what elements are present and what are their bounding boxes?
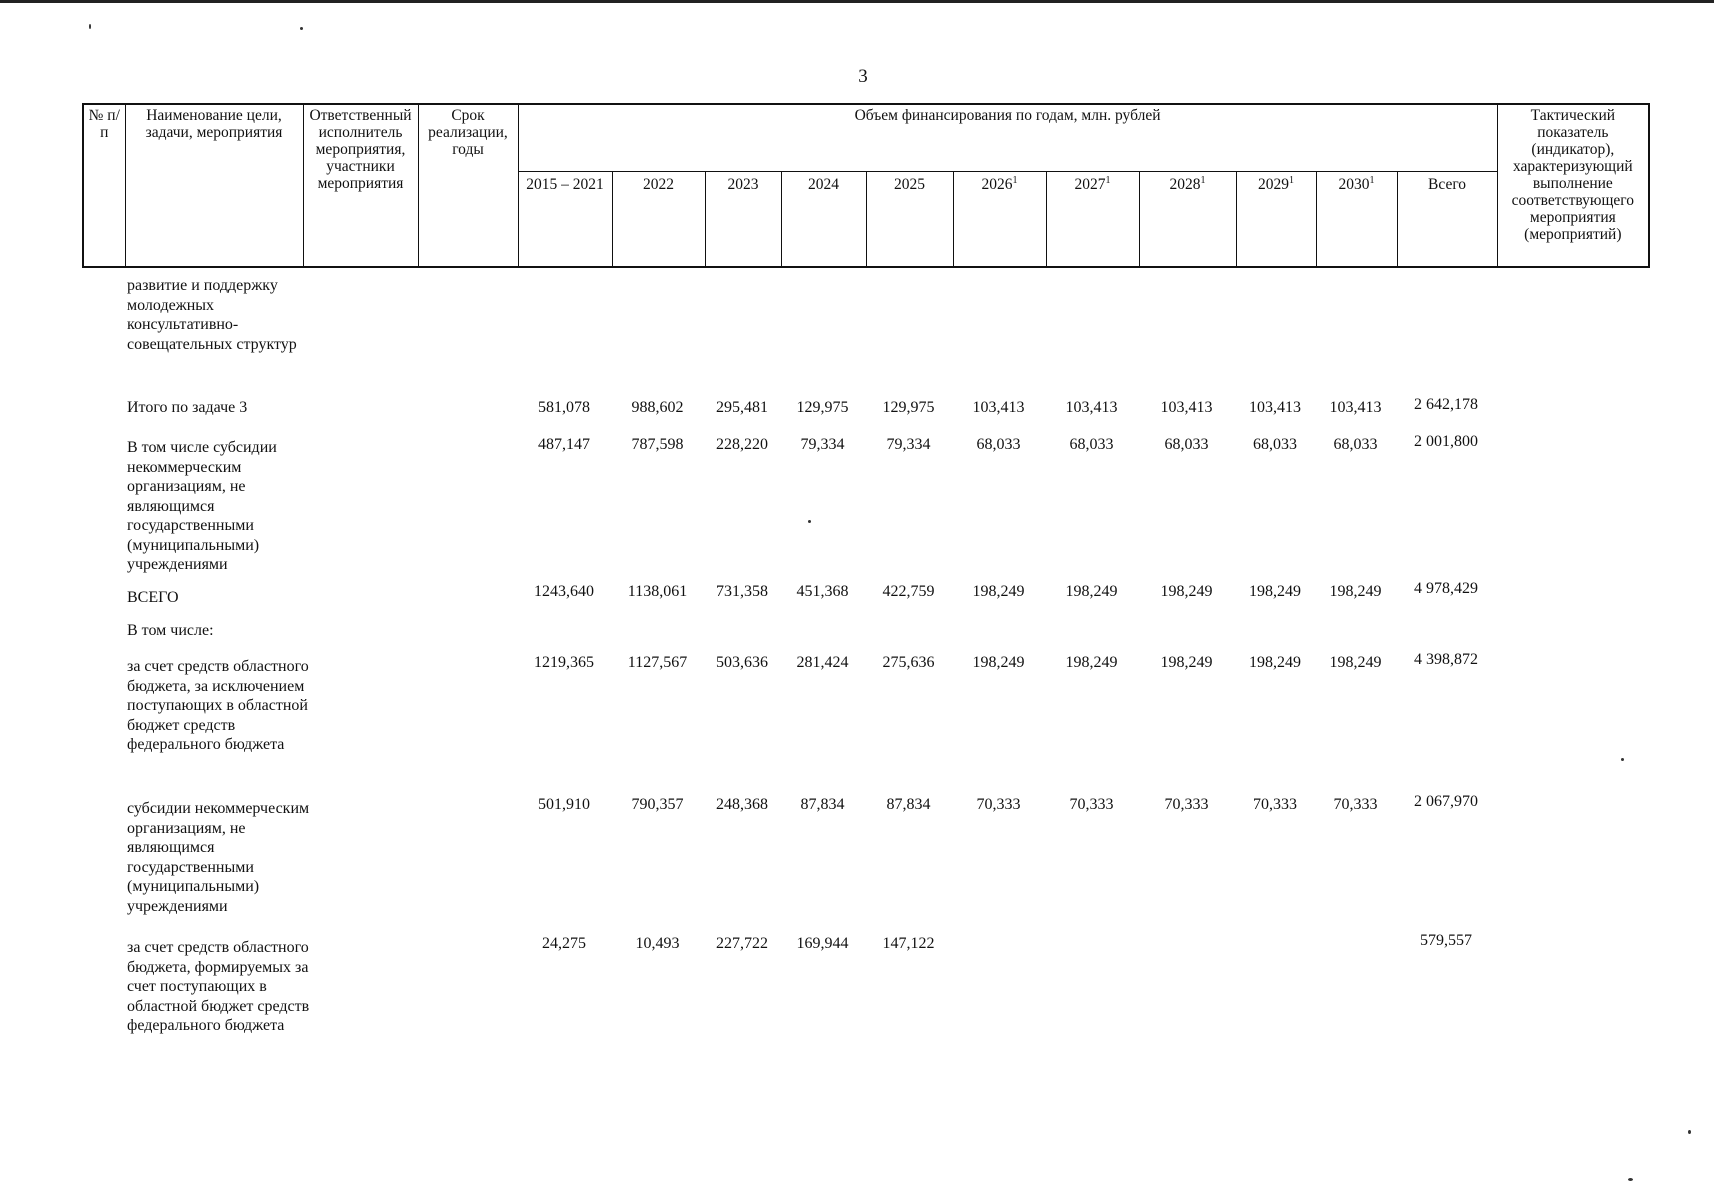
row-value: 70,333 <box>1164 796 1209 813</box>
row-name: субсидии некоммерческим организациям, не являющимся государственными (муниципальными) учреждениями <box>127 800 310 915</box>
row-value: 198,249 <box>1160 654 1213 671</box>
row-indicator <box>1496 657 1648 799</box>
row-value: 1243,640 <box>534 583 594 600</box>
row-value: 422,759 <box>882 583 935 600</box>
row-value: 198,249 <box>1329 583 1382 600</box>
row-value <box>1315 276 1396 398</box>
row-value: 501,910 <box>538 796 590 813</box>
row-total: 2 642,178 <box>1414 396 1478 413</box>
row-indicator <box>1496 621 1648 657</box>
row-value: 198,249 <box>1249 583 1301 600</box>
row-value: 147,122 <box>882 935 935 952</box>
header-name: Наименование цели, задачи, мероприятия <box>125 104 303 267</box>
row-value: 787,598 <box>631 436 684 453</box>
row-total <box>1396 273 1496 395</box>
row-value: 248,368 <box>716 796 768 813</box>
row-name: за счет средств областного бюджета, за исключением поступающих в областной бюджет средств федерального бюджета <box>127 658 309 753</box>
header-year: 2024 <box>781 171 866 267</box>
row-total: 4 398,872 <box>1414 651 1478 668</box>
row-value <box>517 276 611 398</box>
row-value: 87,834 <box>886 796 931 813</box>
row-value: 169,944 <box>796 935 849 952</box>
row-value: 70,333 <box>1333 796 1378 813</box>
scan-speck <box>300 27 303 30</box>
header-term: Срок реализации, годы <box>418 104 518 267</box>
scan-speck <box>89 24 91 29</box>
row-value: 198,249 <box>1160 583 1213 600</box>
row-value: 198,249 <box>1065 583 1118 600</box>
page-top-edge <box>0 0 1714 3</box>
row-value: 988,602 <box>631 399 684 416</box>
header-indicator: Тактический показатель (индикатор), характеризующий выполнение соответствующего мероприятия (мероприятий) <box>1497 104 1649 267</box>
row-name: развитие и поддержку молодежных консультативно-совещательных структур <box>127 277 297 353</box>
page-number: 3 <box>858 66 868 87</box>
row-value: 68,033 <box>976 436 1021 453</box>
row-value: 103,413 <box>1065 399 1118 416</box>
row-value <box>1045 276 1138 398</box>
row-value: 198,249 <box>1249 654 1301 671</box>
row-value: 68,033 <box>1333 436 1378 453</box>
row-indicator <box>1496 799 1648 938</box>
row-value: 70,333 <box>976 796 1021 813</box>
row-indicator <box>1496 588 1648 621</box>
header-funding: Объем финансирования по годам, млн. рублей <box>518 104 1497 171</box>
row-value: 68,033 <box>1164 436 1209 453</box>
row-value: 451,368 <box>796 583 849 600</box>
row-value: 1127,567 <box>627 654 688 671</box>
row-value: 487,147 <box>538 436 590 453</box>
row-name: В том числе субсидии некоммерческим организациям, не являющимся государственными (муниципальными) учреждениями <box>127 439 277 573</box>
row-total: 579,557 <box>1420 932 1472 949</box>
row-value: 68,033 <box>1253 436 1297 453</box>
table-row <box>82 438 1648 588</box>
table-header <box>82 103 1650 268</box>
row-name: В том числе: <box>127 622 214 639</box>
header-year: 2028$^1$ <box>1139 171 1236 267</box>
header-year: 2030$^1$ <box>1316 171 1397 267</box>
row-value: 227,722 <box>716 935 768 952</box>
row-value: 198,249 <box>972 583 1025 600</box>
row-value: 1138,061 <box>627 583 688 600</box>
row-value: 129,975 <box>882 399 935 416</box>
footnote-mark: 1 <box>1105 174 1111 186</box>
row-value <box>1138 276 1235 398</box>
row-value: 275,636 <box>882 654 935 671</box>
row-value: 79,334 <box>800 436 845 453</box>
row-value <box>517 621 611 657</box>
row-value: 198,249 <box>1329 654 1382 671</box>
table-row <box>82 799 1648 938</box>
table-row <box>82 657 1648 799</box>
header-responsible: Ответственный исполнитель мероприятия, участники мероприятия <box>303 104 418 267</box>
row-value <box>1235 276 1315 398</box>
table-row <box>82 276 1648 398</box>
row-value <box>611 621 704 657</box>
row-value <box>1138 621 1235 657</box>
row-value <box>952 934 1045 1074</box>
row-name: ВСЕГО <box>127 589 179 606</box>
row-value <box>1045 934 1138 1074</box>
row-total: 2 001,800 <box>1414 433 1478 450</box>
row-value <box>611 276 704 398</box>
row-value <box>952 621 1045 657</box>
row-total: 4 978,429 <box>1414 580 1478 597</box>
row-value: 103,413 <box>1329 399 1382 416</box>
scan-speck <box>1688 1130 1691 1134</box>
row-value <box>1315 621 1396 657</box>
row-value: 295,481 <box>716 399 768 416</box>
header-year: 2015 – 2021 <box>518 171 612 267</box>
row-value: 103,413 <box>1249 399 1301 416</box>
row-value <box>1235 621 1315 657</box>
header-number: № п/п <box>83 104 125 267</box>
row-total <box>1396 618 1496 654</box>
row-value: 1219,365 <box>534 654 594 671</box>
row-value: 503,636 <box>716 654 768 671</box>
row-value: 70,333 <box>1069 796 1114 813</box>
header-year: 2023 <box>705 171 781 267</box>
row-value: 581,078 <box>538 399 590 416</box>
row-value: 198,249 <box>972 654 1025 671</box>
row-value: 790,357 <box>631 796 684 813</box>
row-value: 10,493 <box>635 935 680 952</box>
row-value: 70,333 <box>1253 796 1297 813</box>
row-value <box>1138 934 1235 1074</box>
row-value <box>1235 934 1315 1074</box>
footnote-mark: 1 <box>1289 174 1294 186</box>
table-row <box>82 938 1648 1078</box>
row-value <box>780 276 865 398</box>
row-value: 198,249 <box>1065 654 1118 671</box>
row-indicator <box>1496 276 1648 398</box>
header-year: 2025 <box>866 171 953 267</box>
row-value <box>704 276 780 398</box>
row-value: 68,033 <box>1069 436 1114 453</box>
row-value: 103,413 <box>972 399 1025 416</box>
row-indicator <box>1496 398 1648 438</box>
row-value <box>865 276 952 398</box>
row-name: за счет средств областного бюджета, формируемых за счет поступающих в областной бюджет средств федерального бюджета <box>127 939 310 1034</box>
footnote-mark: 1 <box>1369 174 1375 186</box>
header-total: Всего <box>1397 171 1497 267</box>
footnote-mark: 1 <box>1012 174 1018 186</box>
row-value <box>1045 621 1138 657</box>
row-value <box>780 621 865 657</box>
row-value <box>704 621 780 657</box>
row-value: 731,358 <box>716 583 768 600</box>
row-value <box>865 621 952 657</box>
row-value: 129,975 <box>796 399 849 416</box>
header-year: 2022 <box>612 171 705 267</box>
row-value: 79,334 <box>886 436 931 453</box>
row-name: Итого по задаче 3 <box>127 399 248 416</box>
header-year: 2029$^1$ <box>1236 171 1316 267</box>
row-value: 228,220 <box>716 436 768 453</box>
row-indicator <box>1496 438 1648 588</box>
header-year: 2026$^1$ <box>953 171 1046 267</box>
footnote-mark: 1 <box>1200 174 1206 186</box>
table-row <box>82 588 1648 621</box>
scan-speck <box>1628 1178 1633 1181</box>
header-year: 2027$^1$ <box>1046 171 1139 267</box>
row-value: 281,424 <box>796 654 849 671</box>
row-total: 2 067,970 <box>1414 793 1478 810</box>
row-indicator <box>1496 938 1648 1078</box>
row-value <box>1315 934 1396 1074</box>
row-value <box>952 276 1045 398</box>
table-body <box>82 276 1648 1078</box>
row-value: 103,413 <box>1160 399 1213 416</box>
row-value: 24,275 <box>542 935 586 952</box>
row-value: 87,834 <box>800 796 845 813</box>
